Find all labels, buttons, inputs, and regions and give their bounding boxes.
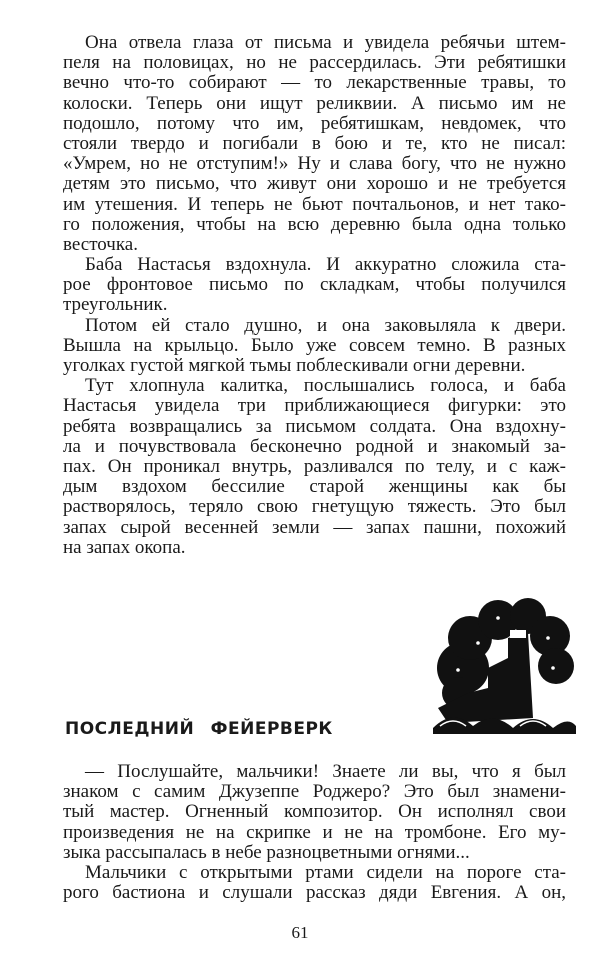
text-bottom xyxy=(63,762,566,903)
paragraph xyxy=(63,316,566,377)
text-line: весточка. xyxy=(63,233,138,255)
text-line: зыка рассыпалась в небе разноцветными огнями... xyxy=(63,841,470,863)
chapter-title: ПОСЛЕДНИЙ ФЕЙЕРВЕРК xyxy=(65,719,333,739)
text-line: рое фронтовое письмо по складкам, чтобы получился xyxy=(63,274,566,296)
text-line: — Послушайте, мальчики! Знаете ли вы, что я был xyxy=(85,761,566,782)
text-line: произведения не на скрипке и не на тромбоне. Его му- xyxy=(63,821,566,843)
text-line: знаком с самим Джузеппе Роджеро? Это был знамени- xyxy=(63,781,566,803)
text-line: Она отвела глаза от письма и увидела ребячьи штем- xyxy=(85,32,566,53)
text-line: им утешения. И теперь не бьют почтальонов, и нет тако- xyxy=(63,193,566,215)
text-line: запах сырой весенней земли — запах пашни, похожий xyxy=(63,516,566,538)
text-line: на запах окопа. xyxy=(63,536,186,558)
text-line: Настасья увидела три приближающиеся фигурки: это xyxy=(63,395,566,417)
page-number: 61 xyxy=(291,923,309,942)
text-line: пеля на половицах, но не рассердилась. Эти ребятишки xyxy=(63,52,566,74)
text-line: Баба Настасья вздохнула. И аккуратно сложила ста- xyxy=(85,254,566,276)
text-line: стояли твердо и погибали в бою и те, кто не писал: xyxy=(63,132,566,154)
text-line: Мальчики с открытыми ртами сидели на пороге ста- xyxy=(85,861,566,883)
text-line: дым вздохом бессилие старой женщины как бы xyxy=(63,476,566,498)
paragraph xyxy=(63,762,566,863)
text-top xyxy=(63,33,566,558)
text-line: «Умрем, но не отступим!» Ну и слава богу, что не нужно xyxy=(63,153,566,175)
text-line: го положения, чтобы на всю деревню была одна только xyxy=(63,213,566,235)
text-line: подошло, потому что им, ребятишкам, невдомек, что xyxy=(63,112,566,134)
text-line: треугольник. xyxy=(63,294,168,316)
text-line: колоски. Теперь они ищут реликвии. А письмо им не xyxy=(63,92,566,114)
text-line: Потом ей стало душно, и она заковыляла к двери. xyxy=(85,314,566,336)
text-line: детям это письмо, что живут они хорошо и не требуется xyxy=(63,173,566,195)
text-line: тый мастер. Огненный композитор. Он исполнял свои xyxy=(63,801,566,823)
text-line: Тут хлопнула калитка, послышались голоса, и баба xyxy=(85,375,566,397)
paragraph xyxy=(63,33,566,255)
tower-tree-illustration xyxy=(428,598,578,738)
text-line: вечно что-то собирают — то лекарственные травы, то xyxy=(63,72,566,94)
text-line: рого бастиона и слушали рассказ дяди Евгения. А он, xyxy=(63,882,566,904)
text-line: ла и почувствовала бесконечно родной и знакомый за- xyxy=(63,435,566,457)
text-line: растворялось, теряло свою гнетущую тяжесть. Это был xyxy=(63,496,566,518)
paragraph xyxy=(63,863,566,903)
text-line: Вышла на крыльцо. Было уже совсем темно. В разных xyxy=(63,334,566,356)
paragraph xyxy=(63,376,566,558)
text-line: ребята возвращались за письмом солдата. Она вздохну- xyxy=(63,415,566,437)
text-line: уголках густой мягкой тьмы поблескивали огни деревни. xyxy=(63,355,526,376)
text-line: пах. Он проникал внутрь, разливался по телу, и с каж- xyxy=(63,455,566,477)
paragraph xyxy=(63,255,566,316)
